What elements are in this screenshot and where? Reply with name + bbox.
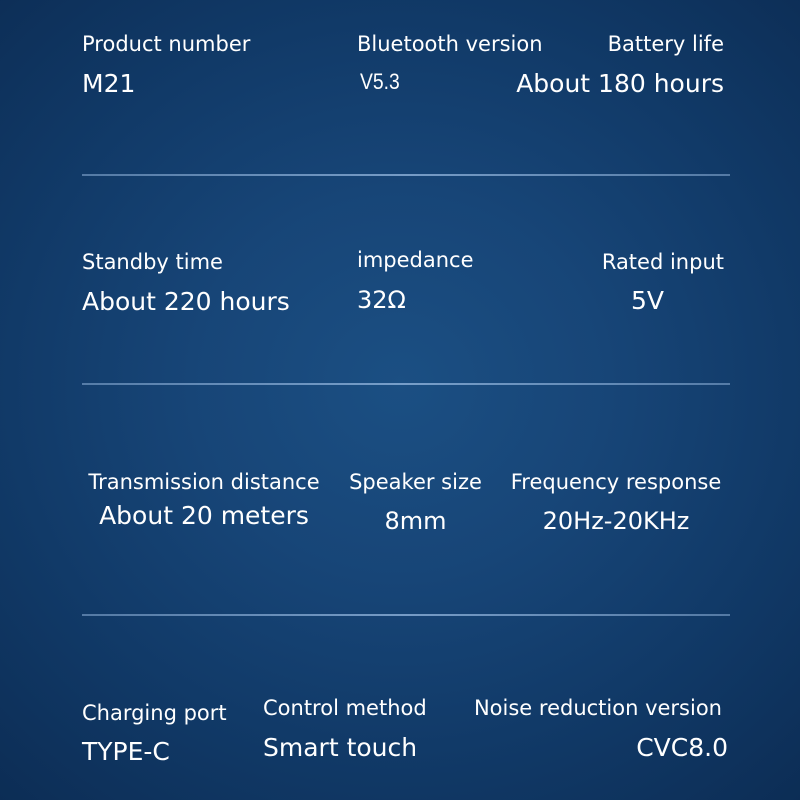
rated-input-value: 5V [630,286,664,315]
noise-reduction-value: CVC8.0 [636,733,728,762]
battery-life-value: About 180 hours [516,69,724,98]
divider-2 [82,383,730,385]
frequency-response-value: 20Hz-20KHz [542,507,690,535]
speaker-size-value: 8mm [384,507,447,535]
charging-port-value: TYPE-C [82,737,170,766]
transmission-distance-value: About 20 meters [99,501,309,530]
divider-3 [82,614,730,616]
standby-time-value: About 220 hours [82,287,290,316]
transmission-distance-label: Transmission distance [88,470,320,494]
frequency-response-label: Frequency response [510,470,722,494]
product-number-label: Product number [82,32,251,56]
bluetooth-version-value: V5.3 [360,69,400,94]
product-number-value: M21 [82,69,136,98]
speaker-size-label: Speaker size [349,470,482,494]
control-method-value: Smart touch [263,733,418,762]
impedance-label: impedance [357,248,474,272]
bluetooth-version-label: Bluetooth version [357,32,543,56]
impedance-value: 32Ω [357,286,406,314]
charging-port-label: Charging port [82,701,227,725]
noise-reduction-label: Noise reduction version [473,696,722,720]
rated-input-label: Rated input [601,250,724,274]
battery-life-label: Battery life [607,32,724,56]
standby-time-label: Standby time [82,250,223,274]
divider-1 [82,174,730,176]
control-method-label: Control method [263,696,427,720]
